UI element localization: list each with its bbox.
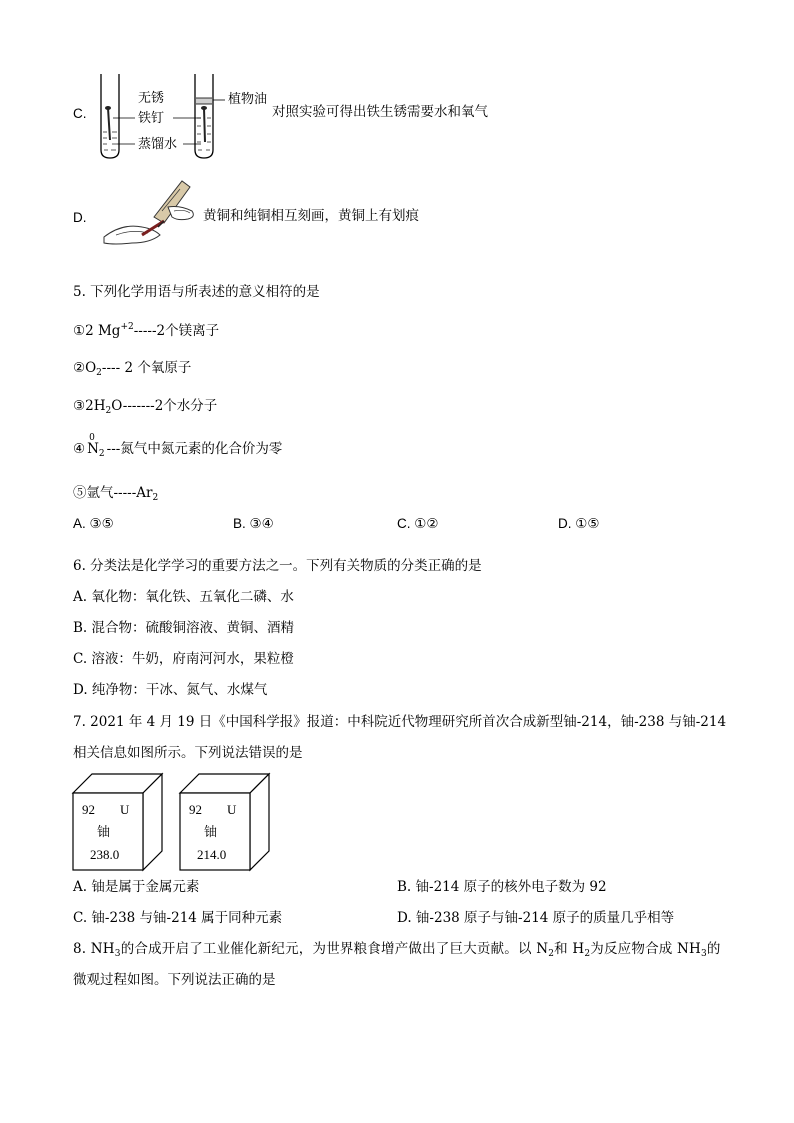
q5-item-5: ⑤氩气$-----Ar_2$ xyxy=(73,485,159,503)
label-vegetable-oil: 植物油 xyxy=(228,92,268,107)
q7-choice-b[interactable]: B. 铀-214 原子的核外电子数为 92 xyxy=(397,879,607,895)
q8-stem-line2: 微观过程如图。下列说法正确的是 xyxy=(73,972,276,988)
q7-choice-c[interactable]: C. 铀-238 与铀-214 属于同种元素 xyxy=(73,910,283,926)
cube1-mass: 238.0 xyxy=(90,847,120,862)
label-iron-nail: 铁钉 xyxy=(138,111,165,126)
q5-item-4: ④ 0 $N_2$ ---氮气中氮元素的化合价为零 xyxy=(73,433,283,459)
q7-choice-a[interactable]: A. 铀是属于金属元素 xyxy=(73,879,200,895)
q5-item-3: $③2H_2O-------2$个水分子 xyxy=(73,398,218,416)
q8-stem-line1: 8. $NH_3$的合成开启了工业催化新纪元，为世界粮食增产做出了巨大贡献。以 $N_2$和 $H_2$为反应物合成 $NH_3$的 xyxy=(73,941,721,959)
q6-choice-c[interactable]: C. 溶液：牛奶，府南河河水，果粒橙 xyxy=(73,651,294,667)
q6-stem: 6. 分类法是化学学习的重要方法之一。下列有关物质的分类正确的是 xyxy=(73,558,482,574)
q7-stem-line1: 7. 2021 年 4 月 19 日《中国科学报》报道：中科院近代物理研究所首次合成新型铀-214，铀-238 与铀-214 xyxy=(73,714,727,730)
q5-stem: 5. 下列化学用语与所表述的意义相符的是 xyxy=(73,284,320,300)
option-d-label: D. xyxy=(73,210,87,225)
option-c-label: C. xyxy=(73,106,87,121)
cube2-symbol: U xyxy=(227,802,237,817)
cube2-mass: 214.0 xyxy=(197,847,227,862)
cube1-symbol: U xyxy=(120,802,130,817)
cube1-name: 铀 xyxy=(97,824,111,839)
label-no-rust: 无锈 xyxy=(138,91,165,106)
q5-choice-a[interactable]: A. ③⑤ xyxy=(73,516,114,531)
q5-item-1: ①2 $Mg^{+2}-----2$个镁离子 xyxy=(73,322,220,339)
q6-choice-b[interactable]: B. 混合物：硫酸铜溶液、黄铜、酒精 xyxy=(73,620,295,636)
q5-choice-c[interactable]: C. ①② xyxy=(397,516,439,531)
scratching-metals-illustration xyxy=(102,177,202,249)
label-distilled-water: 蒸馏水 xyxy=(138,137,178,152)
q7-stem-line2: 相关信息如图所示。下列说法错误的是 xyxy=(73,745,303,761)
q5-item-2: $②O_2----$ 2 个氧原子 xyxy=(73,360,192,378)
cube2-number: 92 xyxy=(189,802,202,817)
cube1-number: 92 xyxy=(82,802,95,817)
option-c-text: 对照实验可得出铁生锈需要水和氧气 xyxy=(272,104,488,120)
q6-choice-d[interactable]: D. 纯净物：干冰、氮气、水煤气 xyxy=(73,682,268,698)
q6-choice-a[interactable]: A. 氧化物：氧化铁、五氧化二磷、水 xyxy=(73,589,294,605)
cube2-name: 铀 xyxy=(204,824,218,839)
q5-choice-d[interactable]: D. ①⑤ xyxy=(558,516,600,531)
option-d-text: 黄铜和纯铜相互刻画，黄铜上有划痕 xyxy=(203,208,419,224)
q7-choice-d[interactable]: D. 铀-238 原子与铀-214 原子的质量几乎相等 xyxy=(397,910,675,926)
test-tube-diagram xyxy=(95,70,275,162)
q5-choice-b[interactable]: B. ③④ xyxy=(233,516,274,531)
